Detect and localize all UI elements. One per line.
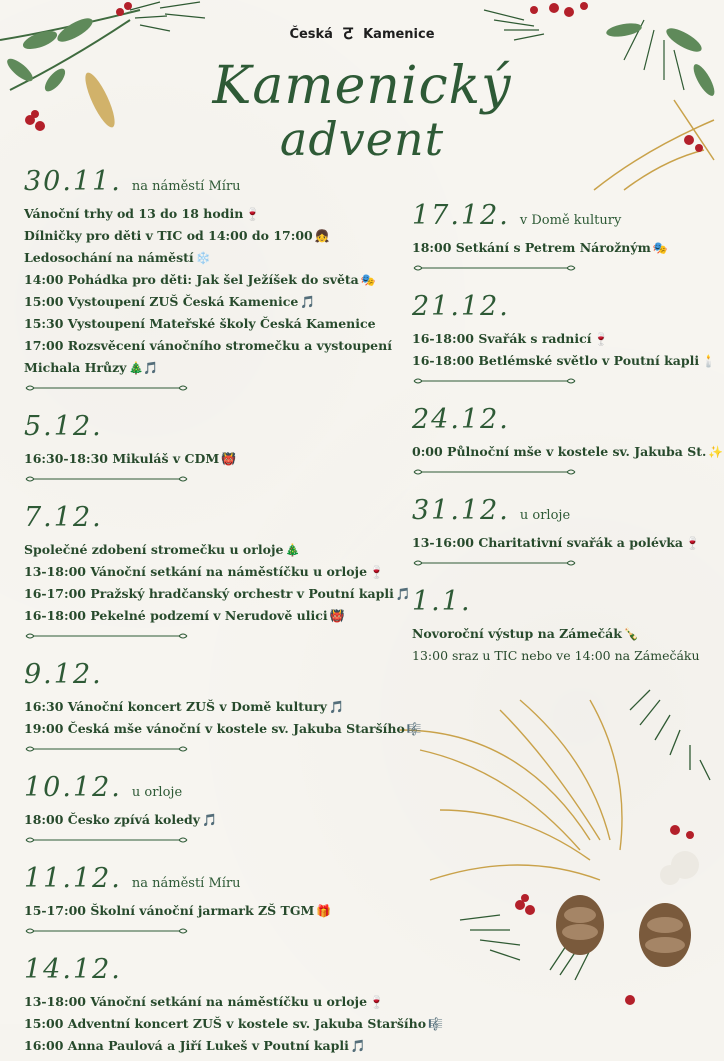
event-emoji-icon: 🎵 bbox=[395, 587, 411, 601]
event-item bbox=[24, 1013, 444, 1035]
event-item bbox=[24, 809, 404, 831]
event-text: 13-18:00 Vánoční setkání na náměstíčku u orloje bbox=[24, 564, 368, 579]
event-day-section bbox=[24, 954, 444, 1057]
event-emoji-icon: 🎵 bbox=[202, 813, 218, 827]
event-text: Vánoční trhy od 13 do 18 hodin bbox=[24, 206, 244, 221]
date-row bbox=[24, 411, 404, 442]
event-item bbox=[24, 991, 404, 1013]
event-item bbox=[412, 237, 712, 259]
event-text: Společné zdobení stromečku u orloje bbox=[24, 542, 284, 557]
date-row bbox=[412, 495, 712, 526]
event-emoji-icon: 🍷 bbox=[245, 207, 261, 221]
ornament-divider bbox=[24, 744, 189, 754]
event-item bbox=[24, 539, 404, 561]
event-item bbox=[24, 203, 404, 225]
event-emoji-icon: 👹 bbox=[329, 609, 345, 623]
event-item bbox=[24, 1035, 404, 1057]
event-day-section bbox=[412, 586, 712, 667]
event-text: Michala Hrůzy bbox=[24, 360, 127, 375]
event-date: 11.12. bbox=[24, 863, 122, 894]
event-item bbox=[24, 583, 411, 605]
event-item bbox=[24, 291, 404, 313]
right-column bbox=[412, 200, 724, 671]
event-emoji-icon: 👧 bbox=[314, 229, 330, 243]
event-day-section bbox=[24, 659, 422, 768]
event-day-section bbox=[412, 200, 712, 287]
ornament-divider bbox=[24, 835, 189, 845]
event-text: 15-17:00 Školní vánoční jarmark ZŠ TGM bbox=[24, 903, 315, 918]
ornament-divider bbox=[24, 474, 189, 484]
event-item bbox=[24, 357, 404, 379]
date-row bbox=[24, 954, 404, 985]
event-day-section bbox=[24, 411, 404, 498]
event-text: 16:30-18:30 Mikuláš v CDM bbox=[24, 451, 220, 466]
date-row bbox=[24, 863, 404, 894]
event-date: 7.12. bbox=[24, 502, 103, 533]
event-item bbox=[412, 645, 712, 667]
event-date: 1.1. bbox=[412, 586, 472, 617]
event-text: Ledosochání na náměstí bbox=[24, 250, 194, 265]
event-emoji-icon: 🎼 bbox=[406, 722, 422, 736]
event-text: Novoroční výstup na Zámečák bbox=[412, 626, 622, 641]
date-row bbox=[24, 659, 404, 690]
event-text: 16-18:00 Betlémské světlo v Poutní kapli bbox=[412, 353, 700, 368]
event-text: 16-17:00 Pražský hradčanský orchestr v Poutní kapli bbox=[24, 586, 394, 601]
event-emoji-icon: 🕯️ bbox=[701, 354, 717, 368]
page-title-line2: advent bbox=[279, 112, 445, 166]
brand-left-text: Česká bbox=[289, 27, 333, 42]
date-row bbox=[412, 200, 712, 231]
event-item bbox=[24, 561, 404, 583]
event-item bbox=[24, 900, 404, 922]
event-text: 17:00 Rozsvěcení vánočního stromečku a vystoupení bbox=[24, 338, 392, 353]
event-day-section bbox=[24, 166, 404, 407]
event-emoji-icon: 🎄 bbox=[285, 543, 301, 557]
event-emoji-icon: 🎵 bbox=[350, 1039, 366, 1053]
ornament-divider bbox=[24, 383, 189, 393]
event-text: 13:00 sraz u TIC nebo ve 14:00 na Zámečáku bbox=[412, 648, 700, 663]
date-row bbox=[24, 166, 404, 197]
event-day-section bbox=[412, 291, 717, 400]
brand-mark-icon: ट bbox=[343, 23, 353, 44]
event-emoji-icon: 🍾 bbox=[623, 627, 639, 641]
event-day-section bbox=[24, 772, 404, 859]
event-emoji-icon: 🎼 bbox=[428, 1017, 444, 1031]
event-item bbox=[24, 718, 422, 740]
event-emoji-icon: 🍷 bbox=[685, 536, 700, 550]
event-item bbox=[24, 313, 404, 335]
event-emoji-icon: ❄️ bbox=[195, 251, 211, 265]
event-place: na náměstí Míru bbox=[131, 179, 241, 194]
event-item bbox=[412, 532, 712, 554]
event-place: u orloje bbox=[131, 785, 183, 800]
event-text: 0:00 Půlnoční mše v kostele sv. Jakuba St. bbox=[412, 444, 707, 459]
event-text: 16-18:00 Svařák s radnicí bbox=[412, 331, 592, 346]
ornament-divider bbox=[24, 631, 189, 641]
event-emoji-icon: 🎭 bbox=[360, 273, 376, 287]
event-date: 30.11. bbox=[24, 166, 122, 197]
event-item bbox=[412, 441, 724, 463]
event-emoji-icon: 🍷 bbox=[369, 995, 384, 1009]
event-item bbox=[412, 350, 717, 372]
date-row bbox=[412, 291, 712, 322]
ornament-divider bbox=[412, 263, 577, 273]
event-date: 10.12. bbox=[24, 772, 122, 803]
event-emoji-icon: 🎵 bbox=[300, 295, 316, 309]
event-text: 16:30 Vánoční koncert ZUŠ v Domě kultury bbox=[24, 699, 327, 714]
date-row bbox=[412, 586, 712, 617]
event-day-section bbox=[412, 495, 712, 582]
event-text: 19:00 Česká mše vánoční v kostele sv. Jakuba Staršího bbox=[24, 721, 405, 736]
page-title-line1: Kamenický bbox=[212, 56, 512, 116]
event-date: 31.12. bbox=[412, 495, 510, 526]
event-date: 24.12. bbox=[412, 404, 510, 435]
brand-right-text: Kamenice bbox=[363, 27, 435, 42]
event-emoji-icon: 🎵 bbox=[328, 700, 344, 714]
event-text: 15:00 Adventní koncert ZUŠ v kostele sv. Jakuba Staršího bbox=[24, 1016, 427, 1031]
event-place: v Domě kultury bbox=[519, 213, 622, 228]
event-emoji-icon: ✨ bbox=[708, 445, 724, 459]
event-emoji-icon: 👹 bbox=[221, 452, 237, 466]
event-text: 15:00 Vystoupení ZUŠ Česká Kamenice bbox=[24, 294, 299, 309]
event-text: 15:30 Vystoupení Mateřské školy Česká Kamenice bbox=[24, 316, 376, 331]
event-item bbox=[24, 269, 404, 291]
date-row bbox=[24, 502, 404, 533]
event-item bbox=[24, 605, 404, 627]
event-item bbox=[24, 225, 404, 247]
event-date: 14.12. bbox=[24, 954, 122, 985]
event-item bbox=[412, 328, 712, 350]
event-place: na náměstí Míru bbox=[131, 876, 241, 891]
ornament-divider bbox=[412, 467, 577, 477]
ornament-divider bbox=[412, 558, 577, 568]
event-emoji-icon: 🎭 bbox=[652, 241, 668, 255]
left-column bbox=[24, 166, 444, 1061]
event-date: 5.12. bbox=[24, 411, 103, 442]
event-day-section bbox=[24, 502, 411, 655]
event-day-section bbox=[24, 863, 404, 950]
event-date: 9.12. bbox=[24, 659, 103, 690]
event-text: 14:00 Pohádka pro děti: Jak šel Ježíšek do světa bbox=[24, 272, 359, 287]
event-item bbox=[24, 696, 404, 718]
event-emoji-icon: 🍷 bbox=[593, 332, 609, 346]
event-item bbox=[24, 335, 404, 357]
date-row bbox=[24, 772, 404, 803]
event-item bbox=[412, 623, 712, 645]
event-place: u orloje bbox=[519, 508, 571, 523]
event-text: 16:00 Anna Paulová a Jiří Lukeš v Poutní kapli bbox=[24, 1038, 349, 1053]
event-text: 16-18:00 Pekelné podzemí v Nerudově ulici bbox=[24, 608, 328, 623]
event-item bbox=[24, 448, 404, 470]
event-text: 13-18:00 Vánoční setkání na náměstíčku u orloje bbox=[24, 994, 368, 1009]
event-emoji-icon: 🍷 bbox=[369, 565, 384, 579]
city-logo bbox=[0, 20, 724, 44]
event-day-section bbox=[412, 404, 724, 491]
event-text: Dílničky pro děti v TIC od 14:00 do 17:00 bbox=[24, 228, 313, 243]
event-emoji-icon: 🎁 bbox=[316, 904, 332, 918]
event-emoji-icon: 🎄🎵 bbox=[128, 361, 159, 375]
event-text: 18:00 Česko zpívá koledy bbox=[24, 812, 201, 827]
event-text: 13-16:00 Charitativní svařák a polévka bbox=[412, 535, 684, 550]
ornament-divider bbox=[412, 376, 577, 386]
date-row bbox=[412, 404, 712, 435]
event-date: 21.12. bbox=[412, 291, 510, 322]
ornament-divider bbox=[24, 926, 189, 936]
event-item bbox=[24, 247, 404, 269]
event-text: 18:00 Setkání s Petrem Nárožným bbox=[412, 240, 651, 255]
event-date: 17.12. bbox=[412, 200, 510, 231]
